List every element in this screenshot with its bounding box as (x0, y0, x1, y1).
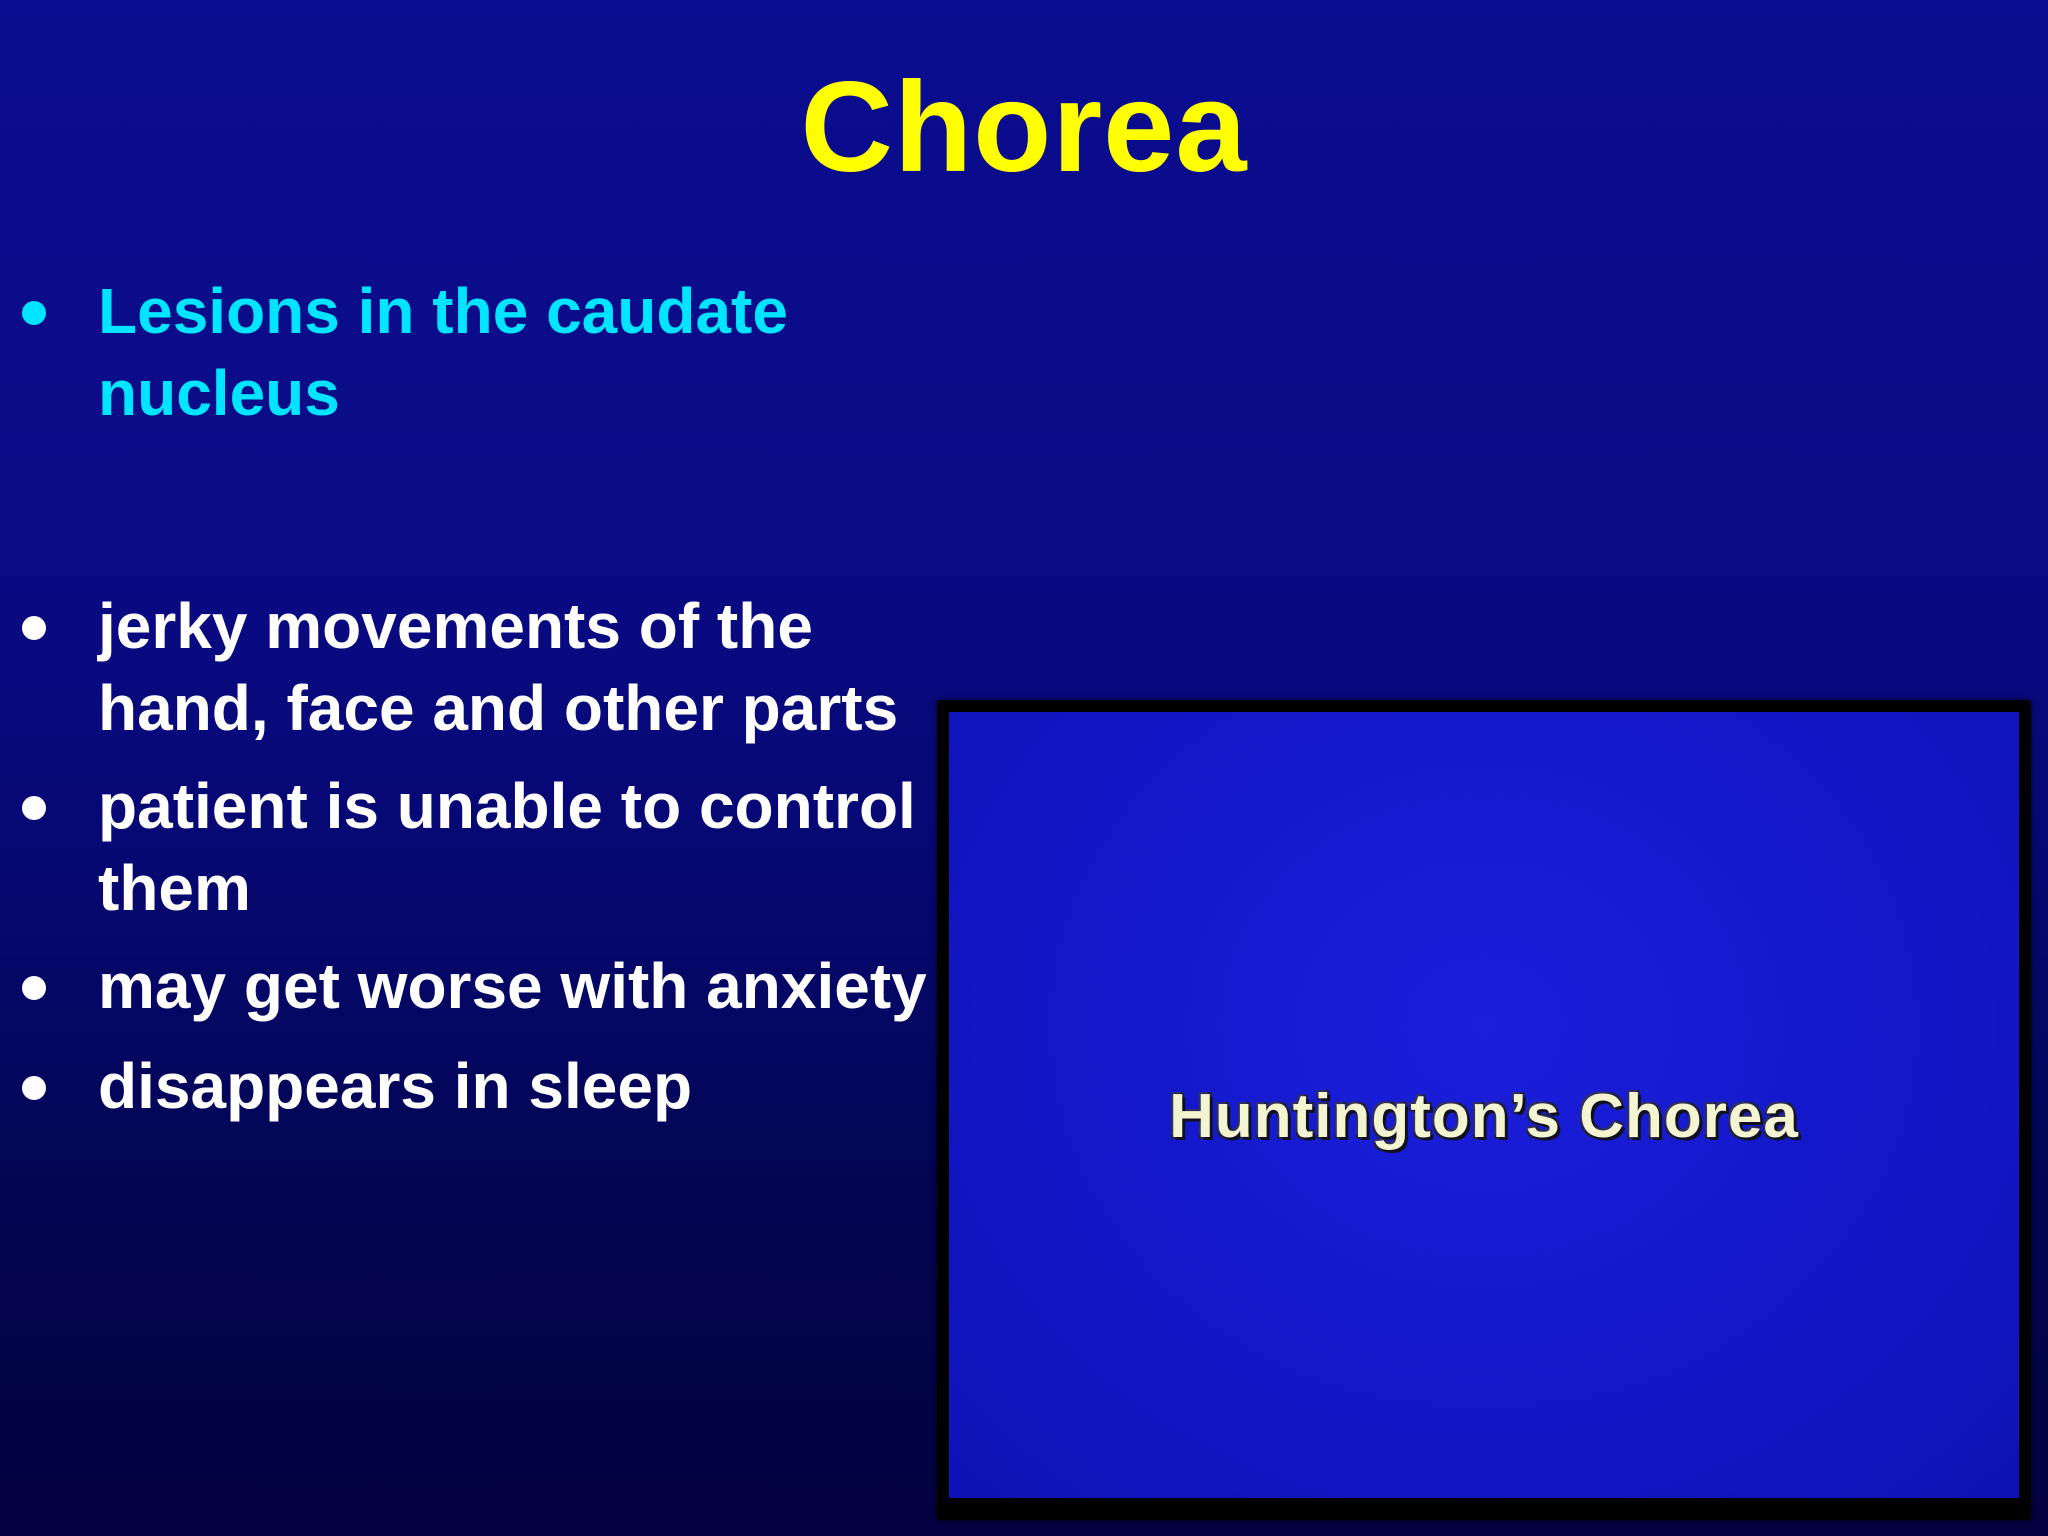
video-caption: Huntington’s Chorea (1169, 1082, 1799, 1151)
slide-title: Chorea (800, 56, 1248, 199)
bullet-line: hand, face and other parts (98, 672, 899, 744)
bullet-line: nucleus (98, 357, 340, 429)
video-screen[interactable] (949, 712, 2019, 1498)
bullet-line: patient is unable to control (98, 770, 916, 842)
bullet-text (98, 765, 916, 929)
bullet-text (98, 270, 788, 434)
bullet-dot-icon (22, 976, 46, 1000)
bullet-line: jerky movements of the (98, 590, 813, 662)
bullet-text (98, 1045, 692, 1127)
bullet-dot-icon (22, 616, 46, 640)
bullet-line: them (98, 852, 251, 924)
bullet-line: disappears in sleep (98, 1050, 693, 1122)
bullet-text (98, 945, 927, 1027)
bullet-text (98, 585, 898, 749)
bullet-dot-icon (22, 301, 46, 325)
bullet-dot-icon (22, 796, 46, 820)
bullet-line: may get worse with anxiety (98, 950, 927, 1022)
embedded-video[interactable] (937, 700, 2031, 1520)
bullet-dot-icon (22, 1076, 46, 1100)
bullet-line: Lesions in the caudate (98, 275, 788, 347)
